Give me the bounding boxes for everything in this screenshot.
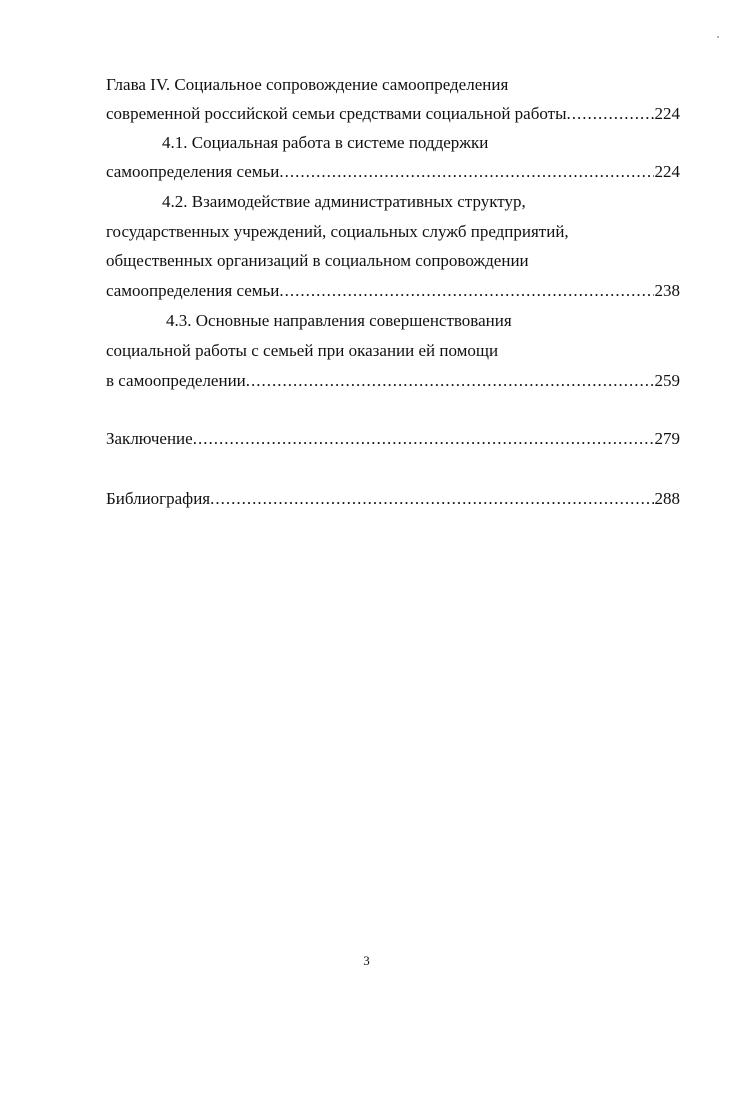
scan-speck [717,36,719,38]
toc-section-4-1-title-line-1: 4.1. Социальная работа в системе поддержки [162,133,489,152]
toc-section-4-2-title-line-4: самоопределения семьи [106,281,280,300]
toc-section-4-2-title-line-3: общественных организаций в социальном сопровождении [106,251,529,270]
dot-leader [193,424,654,454]
page-number: 3 [363,953,370,968]
toc-conclusion-title: Заключение [106,429,193,448]
toc-section-4-2-title-line-1: 4.2. Взаимодействие административных структур, [162,192,526,211]
toc-conclusion-page: 279 [654,429,680,448]
dot-leader [246,366,654,396]
toc-section-4-2-title-line-2: государственных учреждений, социальных служб предприятий, [106,222,569,241]
toc-section-4-2-page: 238 [654,281,680,300]
dot-leader [567,99,654,129]
toc-chapter-4-entry[interactable] [106,99,680,129]
toc-section-4-2-entry[interactable] [106,276,680,306]
toc-section-4-3-title-line-1: 4.3. Основные направления совершенствования [166,311,512,330]
toc-chapter-4-title-line-2: современной российской семьи средствами социальной работы [106,104,567,123]
toc-section-4-1-entry[interactable] [106,157,680,187]
toc-conclusion-entry[interactable] [106,424,680,454]
toc-section-4-3-entry[interactable] [106,366,680,396]
dot-leader [210,484,653,514]
toc-bibliography-page: 288 [654,489,680,508]
toc-chapter-4-page: 224 [654,104,680,123]
dot-leader [279,157,653,187]
toc-bibliography-entry[interactable] [106,484,680,514]
toc-section-4-3-page: 259 [654,371,680,390]
toc-bibliography-title: Библиография [106,489,211,508]
toc-section-4-3-title-line-2: социальной работы с семьей при оказании ей помощи [106,341,499,360]
toc-chapter-4-title-line-1: Глава IV. Социальное сопровождение самоопределения [106,75,509,94]
toc-section-4-1-page: 224 [654,162,680,181]
toc-section-4-1-title-line-2: самоопределения семьи [106,162,280,181]
dot-leader [279,276,653,306]
toc-section-4-3-title-line-3: в самоопределении [106,371,246,390]
